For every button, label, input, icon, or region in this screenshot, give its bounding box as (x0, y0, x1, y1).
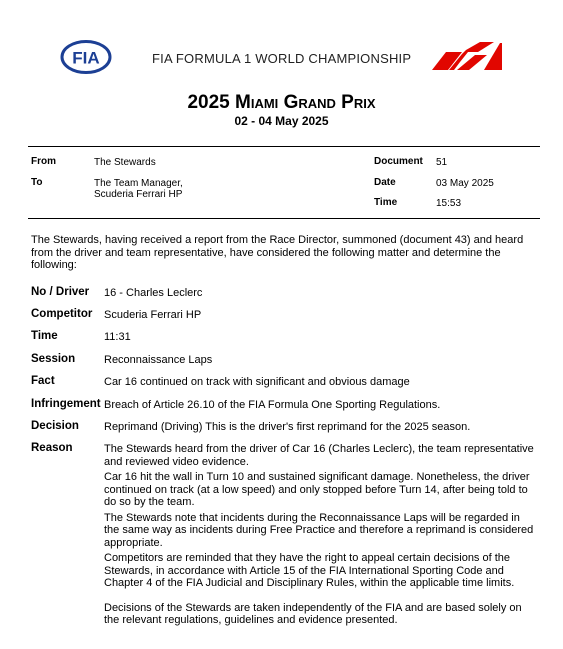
document-label: Document (374, 156, 423, 167)
competitor-label: Competitor (31, 308, 93, 320)
time-value-meta: 15:53 (436, 198, 462, 209)
reason-paragraph: Car 16 hit the wall in Turn 10 and sustained significant damage. Nonetheless, the driver continued on track (at a low speed) and only stopped before Turn 14, after being told to do so by the team. (104, 471, 530, 508)
top-divider (28, 146, 540, 147)
event-dates: 02 - 04 May 2025 (234, 114, 329, 128)
time-label: Time (31, 330, 58, 342)
championship-title: FIA FORMULA 1 WORLD CHAMPIONSHIP (152, 51, 412, 66)
event-name: Miami Grand Prix (235, 92, 376, 113)
to-line-2: Scuderia Ferrari HP (94, 189, 183, 200)
time-label-meta: Time (374, 197, 398, 208)
date-label: Date (374, 177, 396, 188)
decision-value: Reprimand (Driving) This is the driver's first reprimand for the 2025 season. (104, 421, 471, 433)
reason-text (104, 443, 534, 630)
to-line-1: The Team Manager, (94, 178, 183, 189)
driver-value: 16 - Charles Leclerc (104, 287, 203, 299)
time-value: 11:31 (104, 331, 131, 343)
infringement-label: Infringement (31, 398, 101, 410)
fia-logo-icon (60, 40, 112, 74)
reason-paragraph: The Stewards note that incidents during the Reconnaissance Laps will be regarded in the same way as incidents during Free Practice and therefore a reprimand is considered appropriate. (104, 511, 534, 549)
bottom-divider (28, 218, 540, 219)
from-value: The Stewards (94, 157, 156, 168)
fact-value: Car 16 continued on track with significant and obvious damage (104, 376, 410, 388)
f1-logo-icon (432, 42, 502, 70)
reason-paragraph: Competitors are reminded that they have the right to appeal certain decisions of the Stewards, in accordance with Article 15 of the FIA International Sporting Code and Chapter 4 of the FIA Judicial and Disciplinary Rules, within the applicable time limits. (104, 552, 515, 589)
from-label: From (31, 156, 56, 167)
fia-logo-text: FIA (72, 48, 100, 68)
date-value: 03 May 2025 (436, 178, 494, 189)
reason-label: Reason (31, 442, 73, 454)
competitor-value: Scuderia Ferrari HP (104, 309, 202, 321)
event-title (0, 92, 563, 114)
fact-label: Fact (31, 375, 55, 387)
event-year: 2025 (187, 92, 230, 113)
document-value: 51 (436, 157, 448, 168)
to-label: To (31, 177, 43, 188)
reason-paragraph: The Stewards heard from the driver of Car 16 (Charles Leclerc), the team representative and reviewed video evidence. (104, 443, 534, 468)
infringement-value: Breach of Article 26.10 of the FIA Formula One Sporting Regulations. (104, 399, 441, 411)
driver-label: No / Driver (31, 286, 90, 298)
decision-label: Decision (31, 420, 79, 432)
session-label: Session (31, 353, 76, 365)
reason-paragraph: Decisions of the Stewards are taken independently of the FIA and are based solely on the relevant regulations, guidelines and evidence presented. (104, 601, 522, 626)
intro-paragraph: The Stewards, having received a report from the Race Director, summoned (document 43) and heard from the driver and team representative, have considered the following matter and determine the following: (31, 234, 524, 271)
session-value: Reconnaissance Laps (104, 354, 213, 366)
